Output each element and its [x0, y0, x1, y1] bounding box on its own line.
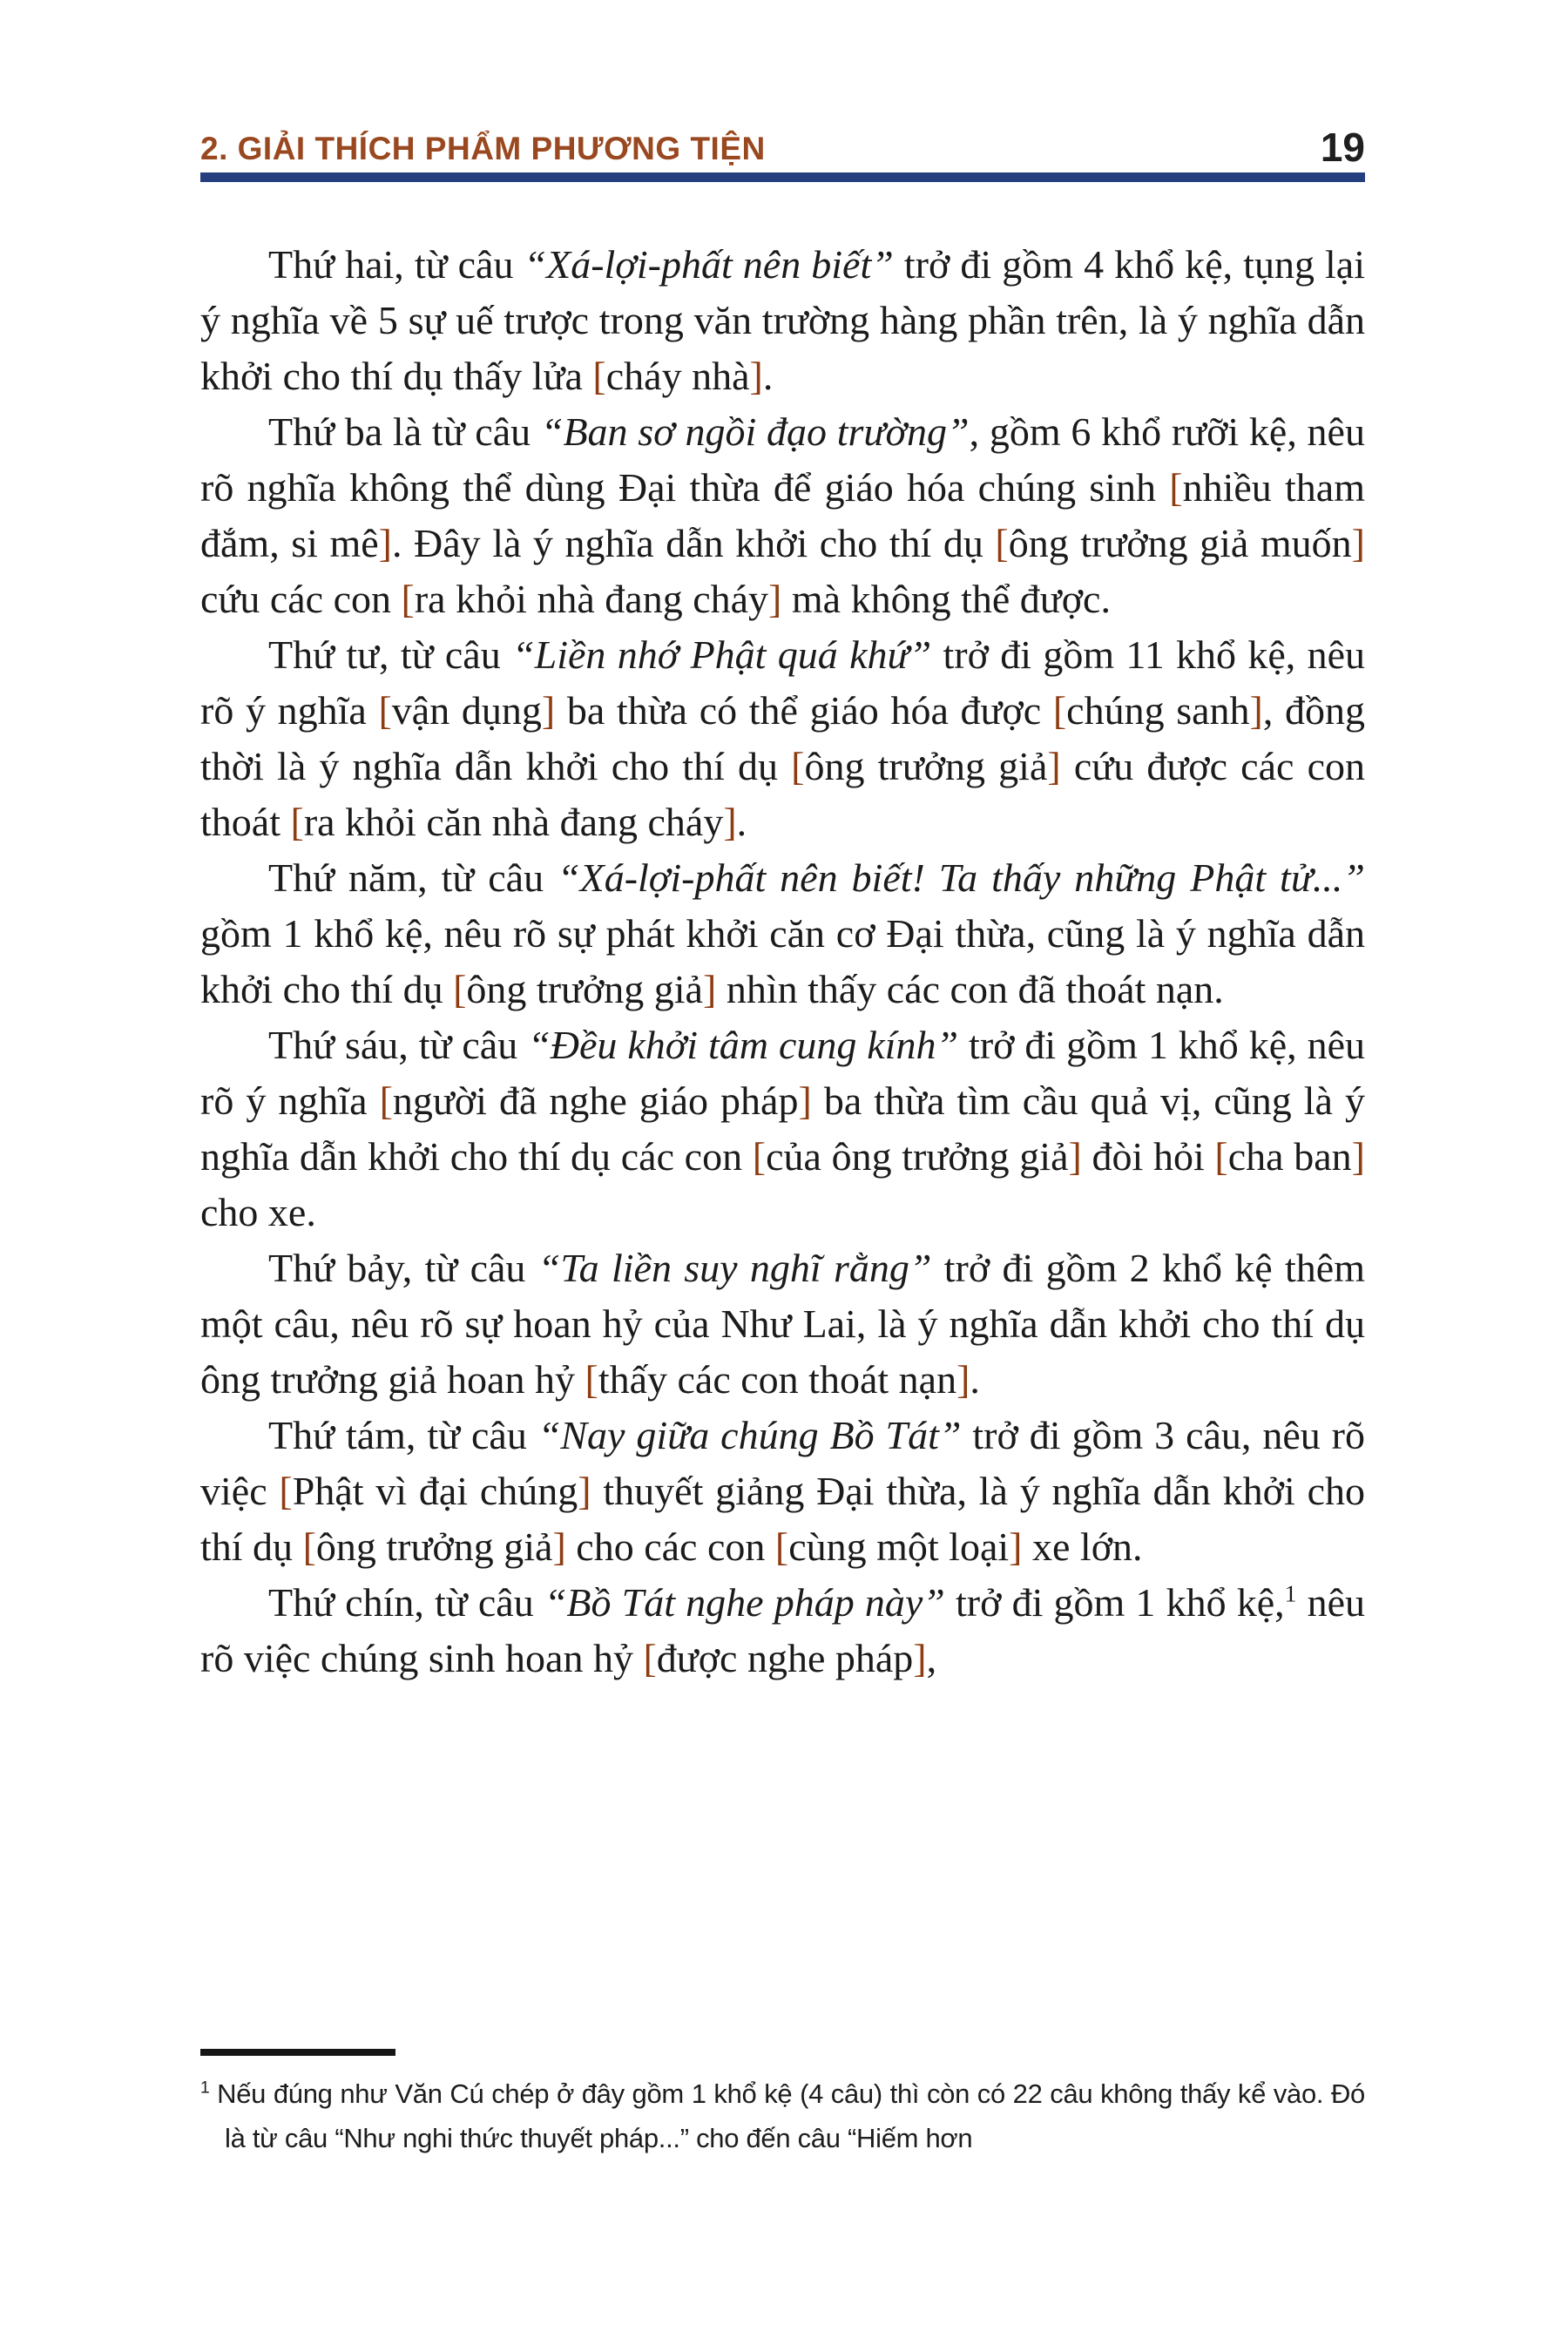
bracket-close: ]: [1351, 521, 1365, 565]
bracket-text: vận dụng: [391, 688, 542, 733]
bracket-close: ]: [552, 1524, 566, 1569]
bracket-close: ]: [541, 688, 556, 733]
quoted-phrase: “Xá-lợi-phất nên biết! Ta thấy những Phật tử...”: [558, 855, 1365, 900]
bracket-text: ông trưởng giả: [315, 1524, 553, 1569]
bracket-text: cháy nhà: [605, 354, 750, 398]
bracket-open: [: [1052, 688, 1067, 733]
body-text-run: .: [970, 1357, 980, 1402]
paragraph: [200, 1575, 1365, 1686]
bracket-text: được nghe pháp: [656, 1636, 914, 1680]
bracket-text: ông trưởng giả: [804, 744, 1048, 788]
bracket-close: ]: [749, 354, 763, 398]
bracket-open: [: [290, 800, 304, 844]
bracket-close: ]: [378, 521, 392, 565]
body-text-run: . Đây là ý nghĩa dẫn khởi cho thí dụ: [391, 521, 996, 565]
bracket-text: ông trưởng giả: [466, 967, 703, 1011]
bracket-text: ra khỏi nhà đang cháy: [414, 577, 769, 621]
body-text-run: thuyết giảng Đại thừa, là ý nghĩa dẫn khởi cho thí dụ: [200, 1469, 1365, 1569]
body-text-run: ,: [926, 1636, 937, 1680]
bracket-open: [: [643, 1636, 657, 1680]
body-text-run: cứu được các con thoát: [200, 744, 1365, 844]
paragraph: [200, 237, 1365, 404]
quoted-phrase: “Ban sơ ngồi đạo trường”: [540, 409, 970, 454]
bracket-close: ]: [723, 800, 737, 844]
bracket-open: [: [279, 1469, 293, 1513]
bracket-text: chúng sanh: [1066, 688, 1250, 733]
footnote: [200, 2072, 1365, 2160]
page-header: [200, 125, 1365, 170]
bracket-text: cùng một loại: [788, 1524, 1010, 1569]
body-text-run: , đồng thời là ý nghĩa dẫn khởi cho thí dụ: [200, 688, 1366, 788]
bracket-open: [: [592, 354, 606, 398]
bracket-open: [: [379, 1078, 393, 1123]
body-text-run: cho xe.: [200, 1190, 316, 1234]
quoted-phrase: “Bồ Tát nghe pháp này”: [544, 1580, 945, 1625]
body-text-run: .: [736, 800, 747, 844]
quoted-phrase: “Liền nhớ Phật quá khứ”: [512, 632, 932, 677]
bracket-text: ông trưởng giả muốn: [1008, 521, 1352, 565]
bracket-close: ]: [956, 1357, 970, 1402]
body-text-run: trở đi gồm 3 câu, nêu rõ việc: [200, 1413, 1365, 1513]
bracket-close: ]: [1249, 688, 1263, 733]
footnote-text: Nếu đúng như Văn Cú chép ở đây gồm 1 khổ kệ (4 câu) thì còn có 22 câu không thấy kể vào. Đó là từ câu “Như nghi thức thuyết pháp...” cho đến câu “Hiếm hơn: [217, 2078, 1365, 2153]
bracket-close: ]: [1047, 744, 1061, 788]
quoted-phrase: “Đều khởi tâm cung kính”: [528, 1023, 959, 1067]
bracket-close: ]: [768, 577, 782, 621]
body-text-run: Thứ bảy, từ câu: [268, 1246, 538, 1290]
bracket-text: cha ban: [1227, 1134, 1352, 1179]
bracket-text: nhiều tham đắm, si mê: [200, 465, 1365, 565]
bracket-close: ]: [1351, 1134, 1365, 1179]
bracket-text: ra khỏi căn nhà đang cháy: [303, 800, 724, 844]
paragraph: [200, 850, 1365, 1017]
bracket-text: người đã nghe giáo pháp: [392, 1078, 799, 1123]
body-text-run: nêu rõ việc chúng sinh hoan hỷ: [200, 1580, 1365, 1680]
body-text-run: Thứ năm, từ câu: [268, 855, 558, 900]
paragraph: [200, 627, 1365, 850]
footnote-area: [200, 2049, 1365, 2160]
bracket-close: ]: [1068, 1134, 1082, 1179]
quoted-phrase: “Xá-lợi-phất nên biết”: [524, 242, 894, 287]
body-text-run: Thứ ba là từ câu: [268, 409, 541, 454]
body-text-run: Thứ sáu, từ câu: [268, 1023, 529, 1067]
running-head-title: 2. GIẢI THÍCH PHẨM PHƯƠNG TIỆN: [200, 131, 766, 166]
body-text-run: cho các con: [565, 1524, 775, 1569]
bracket-text: của ông trưởng giả: [766, 1134, 1069, 1179]
paragraph: [200, 1240, 1365, 1408]
bracket-close: ]: [702, 967, 717, 1011]
bracket-open: [: [1169, 465, 1183, 510]
body-text-run: nhìn thấy các con đã thoát nạn.: [716, 967, 1224, 1011]
paragraph: [200, 1017, 1365, 1240]
bracket-open: [: [791, 744, 805, 788]
body-text-run: Thứ hai, từ câu: [268, 242, 524, 287]
body-text-run: ba thừa tìm cầu quả vị, cũng là ý nghĩa dẫn khởi cho thí dụ các con: [200, 1078, 1365, 1179]
bracket-open: [: [378, 688, 392, 733]
bracket-open: [: [1214, 1134, 1228, 1179]
bracket-text: Phật vì đại chúng: [292, 1469, 578, 1513]
bracket-open: [: [453, 967, 467, 1011]
body-text-run: Thứ tám, từ câu: [268, 1413, 538, 1457]
body-text-run: trở đi gồm 2 khổ kệ thêm một câu, nêu rõ sự hoan hỷ của Như Lai, là ý nghĩa dẫn khởi cho thí dụ ông trưởng giả hoan hỷ: [200, 1246, 1365, 1402]
header-rule: [200, 172, 1365, 182]
bracket-close: ]: [1009, 1524, 1023, 1569]
footnote-separator: [200, 2049, 395, 2056]
body-text-run: Thứ chín, từ câu: [268, 1580, 544, 1625]
body-text-run: trở đi gồm 1 khổ kệ,: [944, 1580, 1285, 1625]
bracket-close: ]: [578, 1469, 591, 1513]
body-text-run: gồm 1 khổ kệ, nêu rõ sự phát khởi căn cơ Đại thừa, cũng là ý nghĩa dẫn khởi cho thí dụ: [200, 911, 1365, 1011]
footnote-marker: 1: [200, 2078, 210, 2098]
body-text-run: Thứ tư, từ câu: [268, 632, 513, 677]
bracket-open: [: [752, 1134, 767, 1179]
bracket-open: [: [774, 1524, 789, 1569]
bracket-open: [: [585, 1357, 598, 1402]
paragraph: [200, 1408, 1365, 1575]
body-text-run: trở đi gồm 11 khổ kệ, nêu rõ ý nghĩa: [200, 632, 1365, 733]
bracket-close: ]: [798, 1078, 812, 1123]
footnote-ref: 1: [1284, 1579, 1297, 1607]
quoted-phrase: “Ta liền suy nghĩ rằng”: [537, 1246, 932, 1290]
body-text-run: cứu các con: [200, 577, 402, 621]
bracket-open: [: [401, 577, 415, 621]
quoted-phrase: “Nay giữa chúng Bồ Tát”: [537, 1413, 962, 1457]
body-text-run: đòi hỏi: [1081, 1134, 1215, 1179]
bracket-close: ]: [913, 1636, 927, 1680]
paragraph: [200, 404, 1365, 627]
body-text-run: mà không thể được.: [781, 577, 1111, 621]
page-number: 19: [1320, 125, 1365, 170]
bracket-open: [: [302, 1524, 316, 1569]
bracket-text: thấy các con thoát nạn: [598, 1357, 957, 1402]
bracket-open: [: [995, 521, 1009, 565]
body-text-run: .: [762, 354, 774, 398]
body-text-run: trở đi gồm 4 khổ kệ, tụng lại ý nghĩa về 5 sự uế trược trong văn trường hàng phần trên, là ý nghĩa dẫn khởi cho thí dụ thấy lửa: [200, 242, 1365, 398]
body-text-run: xe lớn.: [1022, 1524, 1143, 1569]
body-text-run: trở đi gồm 1 khổ kệ, nêu rõ ý nghĩa: [200, 1023, 1365, 1123]
body-text-run: ba thừa có thể giáo hóa được: [555, 688, 1053, 733]
body-text: [200, 237, 1365, 1686]
body-text-run: , gồm 6 khổ rưỡi kệ, nêu rõ nghĩa không thể dùng Đại thừa để giáo hóa chúng sinh: [200, 409, 1365, 510]
